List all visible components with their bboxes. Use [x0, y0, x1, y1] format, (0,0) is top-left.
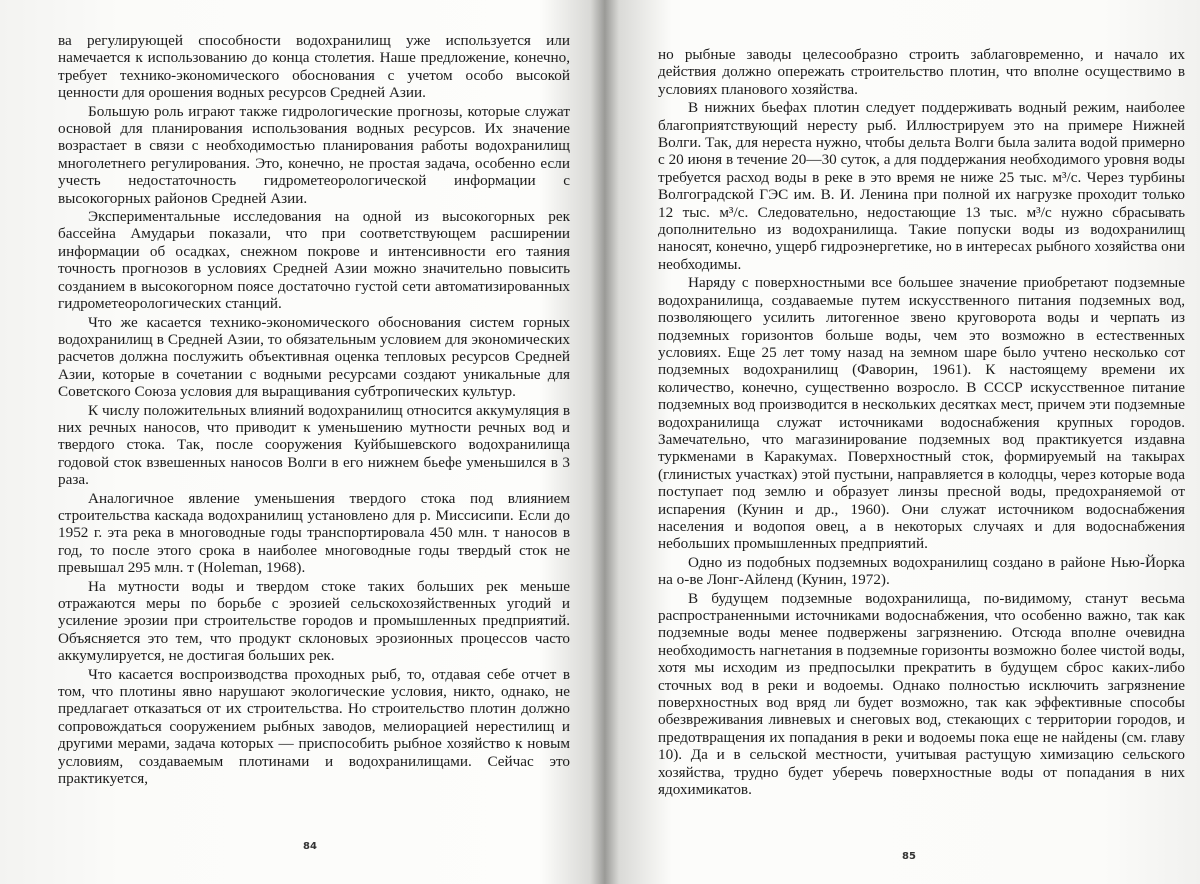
paragraph: но рыбные заводы целесообразно строить заблаговременно, и начало их действия должно опережать строительство плотин, что вполне осуществимо в условиях планового хозяйства.	[658, 46, 1185, 98]
paragraph: Что касается воспроизводства проходных рыб, то, отдавая себе отчет в том, что плотины явно нарушают экологические условия, никто, однако, не предлагает отказаться от их строительства. Но строительство плотин должно сопровождаться сооружением рыбных заводов, мелиорацией нерестилищ и другими мерами, задача которых — приспособить рыбное хозяйство к новым условиям, создаваемым плотинами и водохранилищами. Сейчас это практикуется,	[58, 665, 570, 788]
paragraph: На мутности воды и твердом стоке таких больших рек меньше отражаются меры по борьбе с эрозией сельскохозяйственных угодий и усиление эрозии при строительстве городов и промышленных предприятий. Объясняется это тем, что продукт склоновых эрозионных процессов часто аккумулируется, не достигая больших рек.	[58, 577, 570, 665]
page-number: 85	[902, 851, 916, 862]
paragraph: Наряду с поверхностными все большее значение приобретают подземные водохранилища, создаваемые путем искусственного питания подземных вод, позволяющего усилить литогенное звено круговорота воды и черпать из подземных горизонтов больше воды, чем это возможно в естественных условиях. Еще 25 лет тому назад на земном шаре было учтено несколько сот подземных водохранилищ (Фаворин, 1961). К настоящему времени их количество, конечно, существенно возросло. В СССР искусственное питание подземных вод производится в нескольких десятках мест, причем эти подземные водохранилища служат источниками водоснабжения крупных городов. Замечательно, что магазинирование подземных вод практикуется издавна туркменами в Каракумах. Поверхностный сток, формируемый на такырах (глинистых участках) этой пустыни, направляется в колодцы, через которые вода поступает под землю и образует линзы пресной воды, предохраняемой от испарения (Кунин и др., 1960). Они служат источником водоснабжения населения и водопоя овец, а в некоторых случаях и для водоснабжения небольших промышленных предприятий.	[658, 274, 1185, 553]
paragraph: Экспериментальные исследования на одной из высокогорных рек бассейна Амударьи показали, что при соответствующем расширении информации об осадках, снежном покрове и интенсивности его таяния точность прогнозов в условиях Средней Азии можно значительно повысить созданием в высокогорном поясе достаточно густой сети автоматизированных гидрометеорологических станций.	[58, 208, 570, 313]
page-number: 84	[303, 841, 317, 852]
paragraph: Большую роль играют также гидрологические прогнозы, которые служат основой для планирования использования водных ресурсов. Их значение возрастает в связи с необходимостью планирования работы водохранилищ многолетнего регулирования. Это, конечно, не простая задача, особенно если учесть недостаточность гидрометеорологической информации с высокогорных районов Средней Азии.	[58, 102, 570, 207]
paragraph: Что же касается технико-экономического обоснования систем горных водохранилищ в Средней Азии, то обязательным условием для экономических расчетов должна послужить объективная оценка тепловых ресурсов Средней Азии, которые в сочетании с водными ресурсами создают уникальные для Советского Союза условия для выращивания субтропических культур.	[58, 313, 570, 401]
paragraph: Одно из подобных подземных водохранилищ создано в районе Нью-Йорка на о-ве Лонг-Айленд (Кунин, 1972).	[658, 553, 1185, 589]
paragraph: Аналогичное явление уменьшения твердого стока под влиянием строительства каскада водохранилищ установлено для р. Миссисипи. Если до 1952 г. эта река в многоводные годы транспортировала 450 млн. т наносов в год, то после этого срока в наиболее многоводные годы твердый сток не превышал 295 млн. т (Holeman, 1968).	[58, 489, 570, 577]
right-page-text	[658, 46, 1185, 799]
paragraph: К числу положительных влияний водохранилищ относится аккумуляция в них речных наносов, что приводит к уменьшению мутности речных вод и твердого стока. Так, после сооружения Куйбышевского водохранилища годовой сток взвешенных наносов Волги в его нижнем бьефе уменьшился в 3 раза.	[58, 401, 570, 489]
paragraph: В нижних бьефах плотин следует поддерживать водный режим, наиболее благоприятствующий нересту рыб. Иллюстрируем это на примере Нижней Волги. Так, для нереста нужно, чтобы дельта Волги была залита водой примерно с 20 июня в течение 20—30 суток, а для поддержания необходимого уровня воды требуется расход воды в реке в это время не ниже 25 тыс. м³/с. Через турбины Волгоградской ГЭС им. В. И. Ленина при полной их нагрузке проходит только 12 тыс. м³/с. Следовательно, недостающие 13 тыс. м³/с нужно сбрасывать дополнительно из водохранилища. Такие попуски воды из водохранилищ наносят, конечно, ущерб гидроэнергетике, но в интересах рыбного хозяйства они необходимы.	[658, 99, 1185, 273]
paragraph: ва регулирующей способности водохранилищ уже используется или намечается к использованию до конца столетия. Наше предложение, конечно, требует технико-экономического обоснования с учетом особо высокой ценности для орошения водных ресурсов Средней Азии.	[58, 32, 570, 102]
paragraph: В будущем подземные водохранилища, по-видимому, станут весьма распространенными источниками водоснабжения, что особенно важно, так как подземные воды менее подвержены загрязнению. Отсюда вполне очевидна необходимость нагнетания в подземные горизонты возможно более чистой воды, хотя мы исходим из предпосылки прекратить в будущем сброс каких-либо сточных вод в реки и водоемы. Однако полностью исключить загрязнение поверхностных вод вряд ли будет возможно, так как эффективные способы обезвреживания ливневых и снеговых вод, стекающих с территории городов, и предотвращения их попадания в реки и водоемы пока еще не найдены (см. главу 10). Да и в сельской местности, учитывая растущую химизацию сельского хозяйства, трудно будет уберечь поверхностные воды от попадания в них ядохимикатов.	[658, 589, 1185, 799]
right-page	[600, 0, 1200, 884]
left-page-text	[58, 32, 570, 788]
